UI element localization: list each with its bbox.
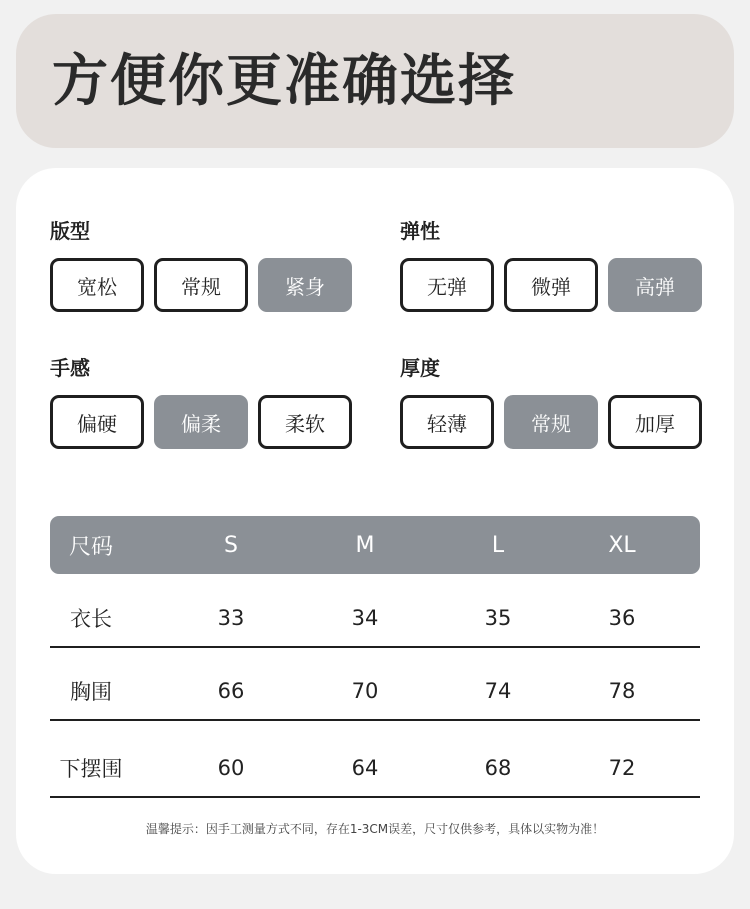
row-label: 下摆围 [59,757,123,781]
table-row [50,590,700,648]
attribute-title: 厚度 [400,356,440,380]
attribute-title: 版型 [50,219,90,243]
table-row [50,740,700,798]
header-cell: 尺码 [68,534,113,560]
option-regular-selected[interactable]: 常规 [504,395,598,449]
attribute-title: 弹性 [400,219,440,243]
table-cell: 66 [217,679,245,703]
table-cell: 34 [351,606,379,630]
option-thin[interactable]: 轻薄 [400,395,494,449]
size-table-header [50,516,700,574]
page-title: 方便你更准确选择 [52,49,516,114]
size-guide-card [16,168,734,874]
attribute-title: 手感 [50,356,90,380]
option-thick[interactable]: 加厚 [608,395,702,449]
option-very-soft[interactable]: 柔软 [258,395,352,449]
header-cell: M [355,532,375,558]
table-cell: 70 [351,679,379,703]
option-loose[interactable]: 宽松 [50,258,144,312]
table-cell: 33 [217,606,245,630]
table-cell: 78 [608,679,636,703]
header-cell: S [224,532,238,558]
option-firm[interactable]: 偏硬 [50,395,144,449]
row-label: 胸围 [70,680,112,704]
table-cell: 74 [484,679,512,703]
table-cell: 72 [608,756,636,780]
title-banner [16,14,734,148]
table-row [50,663,700,721]
table-cell: 35 [484,606,512,630]
table-cell: 68 [484,756,512,780]
option-high-stretch-selected[interactable]: 高弹 [608,258,702,312]
table-cell: 36 [608,606,636,630]
header-cell: L [491,532,505,558]
row-label: 衣长 [70,607,112,631]
option-slim-selected[interactable]: 紧身 [258,258,352,312]
header-cell: XL [608,532,636,558]
option-slight-stretch[interactable]: 微弹 [504,258,598,312]
table-cell: 64 [351,756,379,780]
option-no-stretch[interactable]: 无弹 [400,258,494,312]
disclaimer-note: 温馨提示：因手工测量方式不同，存在1-3CM误差，尺寸仅供参考，具体以实物为准！ [145,822,605,836]
option-regular[interactable]: 常规 [154,258,248,312]
table-cell: 60 [217,756,245,780]
option-soft-selected[interactable]: 偏柔 [154,395,248,449]
